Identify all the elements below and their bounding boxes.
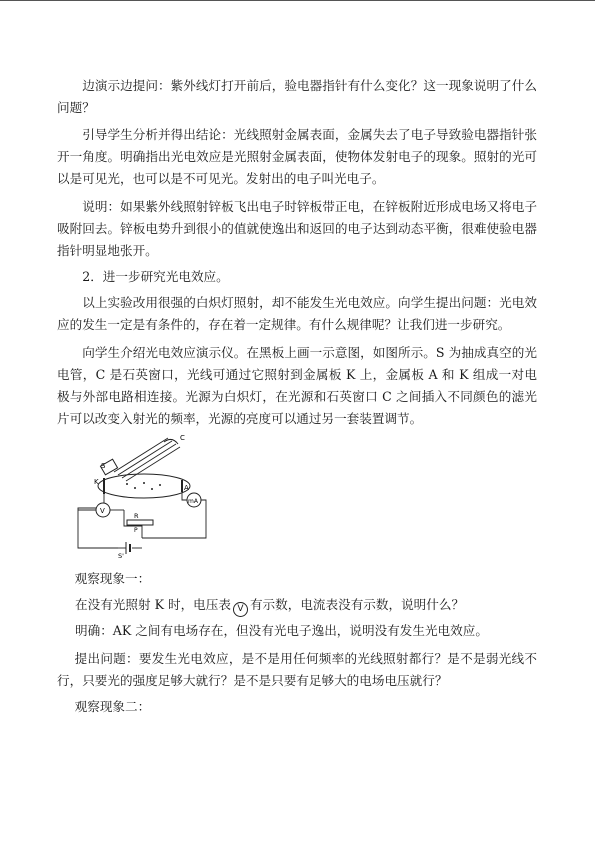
section-heading-further-study: 2．进一步研究光电效应。 xyxy=(82,269,229,284)
label-c: C xyxy=(180,434,185,442)
electron-dots xyxy=(126,482,161,490)
question-text-after: 有示数，电流表没有示数，说明什么？ xyxy=(249,597,465,612)
voltmeter-symbol-icon: V xyxy=(233,602,248,617)
observation-one-answer: 明确：AK 之间有电场存在，但没有光电子逸出，说明没有发生光电效应。 xyxy=(75,623,488,638)
paragraph-question: 提出问题：要发生光电效应，是不是用任何频率的光线照射都行？是不是弱光线不行，只要光的强度足够大就行？是不是只要有足够大的电场电压就行？ xyxy=(57,651,537,688)
question-text-before: 在没有光照射 K 时，电压表 xyxy=(75,597,231,612)
light-rays xyxy=(114,438,180,481)
label-ma: mA xyxy=(188,498,198,505)
paragraph-demo-question: 边演示边提问：紫外线灯打开前后，验电器指针有什么变化？这一现象说明了什么问题？ xyxy=(57,78,537,115)
paragraph-incandescent-light: 以上实验改用很强的白炽灯照射，却不能发生光电效应。向学生提出问题：光电效应的发生一定是有条件的，存在着一定规律。有什么规律呢？让我们进一步研究。 xyxy=(57,295,537,332)
paragraph-apparatus-intro: 向学生介绍光电效应演示仪。在黑板上画一示意图，如图所示。S 为抽成真空的光电管，C 是石英窗口，光线可通过它照射到金属板 K 上，金属板 A 和 K 组成一对电极与外部电路相连接。光源为白炽灯，在光源和石英窗口 C 之间插入不同颜色的滤光片可以改变入射光的频率，光源的亮度可以通过另一套装置调节。 xyxy=(57,345,537,426)
observation-one-question xyxy=(75,594,464,617)
label-v: V xyxy=(100,507,105,515)
observation-two-heading: 观察现象二： xyxy=(74,699,151,714)
paragraph-conclusion: 引导学生分析并得出结论：光线照射金属表面，金属失去了电子导致验电器指针张开一角度。明确指出光电效应是光照射金属表面，使物体发射电子的现象。照射的光可以是可见光，也可以是不可见光。发射出的电子叫光电子。 xyxy=(57,127,537,186)
observation-one-heading: 观察现象一： xyxy=(74,571,151,586)
label-k: K xyxy=(94,478,99,486)
label-s: S xyxy=(101,462,106,470)
paragraph-explanation: 说明：如果紫外线照射锌板飞出电子时锌板带正电，在锌板附近形成电场又将电子吸附回去。锌板电势升到很小的值就使逸出和返回的电子达到动态平衡，很难使验电器指针明显地张开。 xyxy=(57,199,537,258)
label-switch: S' xyxy=(118,552,124,558)
rheostat-shape xyxy=(127,520,153,525)
phototube-shape xyxy=(98,474,190,498)
page-top-border xyxy=(0,0,595,1)
photoelectric-apparatus-figure xyxy=(72,428,217,558)
label-a: A xyxy=(184,484,189,492)
label-r: R xyxy=(134,512,139,520)
label-p: P xyxy=(134,527,138,534)
